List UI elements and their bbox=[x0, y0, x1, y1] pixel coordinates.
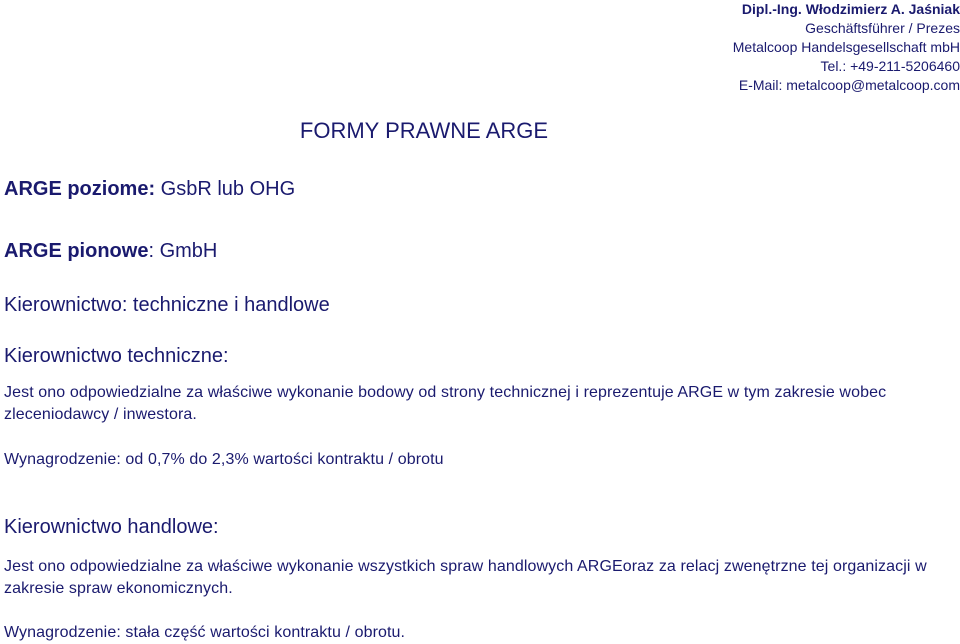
contact-phone: Tel.: +49-211-5206460 bbox=[820, 58, 960, 74]
commercial-description: Jest ono odpowiedzialne za właściwe wykonanie wszystkich spraw handlowych ARGEoraz za relacj zwenętrzne tej organizacji w zakresie spraw ekonomicznych. bbox=[4, 558, 927, 597]
technical-description: Jest ono odpowiedzialne za właściwe wykonanie bodowy od strony technicznej i reprezentuje ARGE w tym zakresie wobec zleceniodawcy / inwestora. bbox=[4, 384, 887, 423]
management-heading: Kierownictwo: techniczne i handlowe bbox=[4, 294, 330, 316]
technical-heading: Kierownictwo techniczne: bbox=[4, 345, 229, 367]
contact-role: Geschäftsführer / Prezes bbox=[805, 20, 960, 36]
horizontal-arge-label: ARGE poziome: bbox=[4, 178, 156, 200]
contact-name: Dipl.-Ing. Włodzimierz A. Jaśniak bbox=[741, 1, 960, 17]
page-title: FORMY PRAWNE ARGE bbox=[299, 118, 549, 143]
commercial-heading: Kierownictwo handlowe: bbox=[4, 516, 219, 538]
vertical-arge-value: : GmbH bbox=[148, 240, 218, 262]
contact-email: E-Mail: metalcoop@metalcoop.com bbox=[738, 77, 960, 93]
contact-company: Metalcoop Handelsgesellschaft mbH bbox=[732, 39, 960, 55]
vertical-arge-label: ARGE pionowe bbox=[4, 240, 149, 262]
horizontal-arge-value: GsbR lub OHG bbox=[155, 178, 296, 200]
horizontal-arge-line bbox=[4, 178, 295, 201]
commercial-pay: Wynagrodzenie: stała część wartości kontraktu / obrotu. bbox=[4, 624, 406, 641]
vertical-arge-line bbox=[4, 240, 217, 263]
contact-header bbox=[733, 0, 960, 95]
technical-pay: Wynagrodzenie: od 0,7% do 2,3% wartości kontraktu / obrotu bbox=[4, 451, 444, 468]
